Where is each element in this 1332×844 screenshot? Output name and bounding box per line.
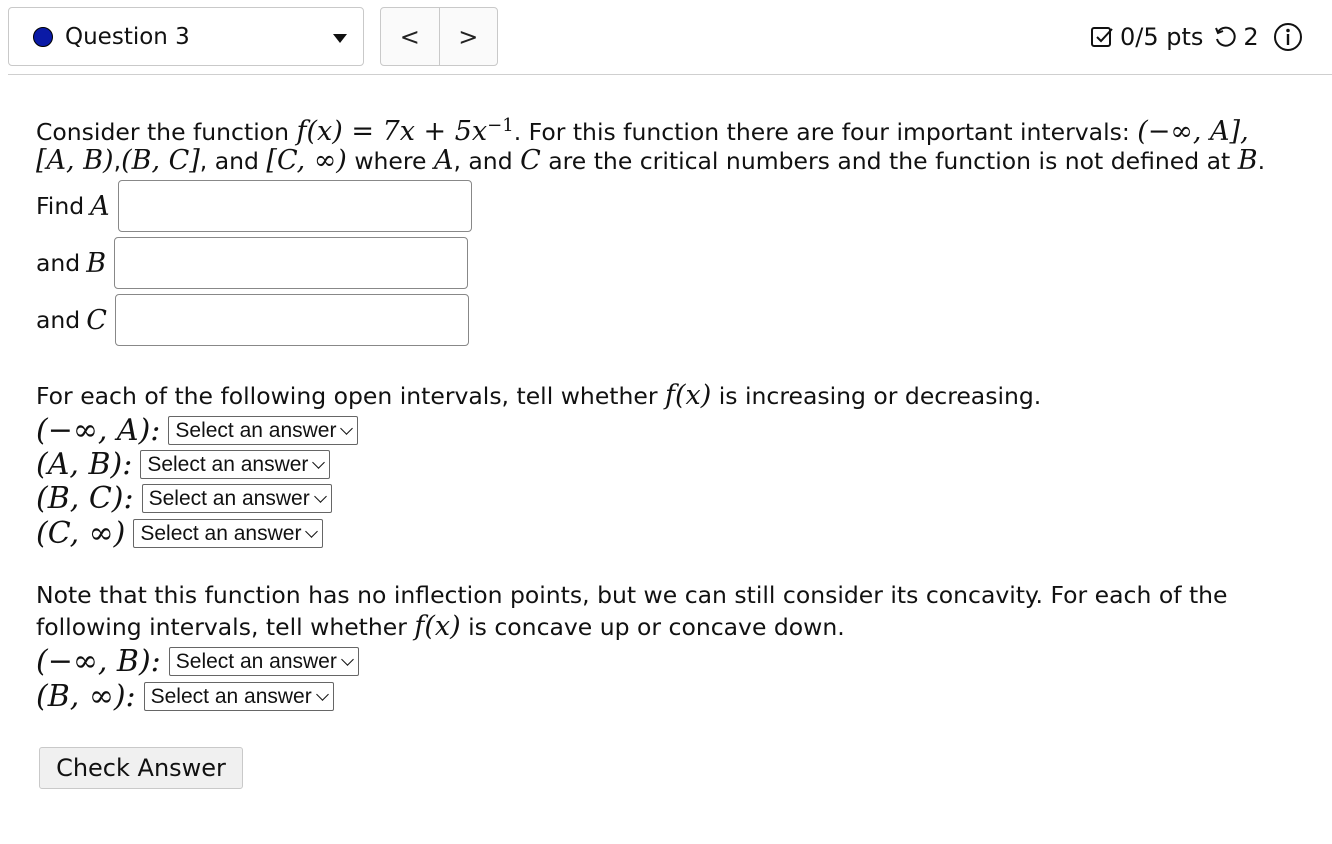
caret-down-icon	[333, 34, 347, 43]
interval-2: [A, B)	[36, 145, 114, 176]
problem-intro-post: . For this function there are four important intervals:	[513, 117, 1138, 146]
concavity-row-2	[36, 679, 334, 714]
and-text-2: , and	[453, 147, 521, 175]
increasing-prompt-post: is increasing or decreasing.	[711, 382, 1042, 410]
increasing-select-3[interactable]	[142, 484, 332, 513]
increasing-interval-2: (A, B):	[36, 447, 133, 482]
increasing-select-1[interactable]	[168, 416, 358, 445]
interval-3: (B, C]	[121, 145, 200, 176]
answer-a-input[interactable]	[118, 180, 472, 232]
select-text: Select an answer	[175, 418, 337, 442]
score-text: 0/5 pts	[1120, 23, 1204, 51]
check-answer-button[interactable]: Check Answer	[39, 747, 243, 789]
concavity-interval-2: (B, ∞):	[36, 679, 136, 714]
chevron-down-icon	[314, 490, 327, 503]
increasing-row-2	[36, 447, 330, 482]
concavity-select-1[interactable]	[169, 647, 359, 676]
concavity-select-2[interactable]	[144, 682, 334, 711]
info-icon[interactable]	[1273, 22, 1303, 52]
field-a	[36, 180, 472, 232]
prev-question-button[interactable]: <	[399, 22, 420, 51]
chevron-down-icon	[316, 688, 329, 701]
increasing-row-4	[36, 516, 323, 551]
chevron-down-icon	[306, 525, 319, 538]
field-b	[36, 237, 468, 289]
next-question-button[interactable]: >	[439, 8, 498, 65]
var-a: A	[433, 145, 454, 176]
increasing-row-3	[36, 481, 332, 516]
and-b-var: B	[86, 247, 107, 279]
and-c-var: C	[86, 304, 107, 336]
answer-c-input[interactable]	[115, 294, 469, 346]
critical-text: are the critical numbers and the function is not defined at	[540, 147, 1238, 175]
increasing-interval-3: (B, C):	[36, 481, 134, 516]
question-label: Question 3	[65, 23, 190, 50]
function-expression: f(x) = 7x + 5x	[296, 115, 488, 147]
question-status-dot	[33, 27, 53, 47]
and-text: , and	[199, 147, 267, 175]
concavity-line-1: Note that this function has no inflection points, but we can still consider its concavity. For each of the	[36, 581, 1228, 609]
answer-b-input[interactable]	[114, 237, 468, 289]
concavity-pre: following intervals, tell whether	[36, 613, 415, 641]
concavity-fx: f(x)	[414, 611, 461, 642]
var-c: C	[520, 145, 541, 176]
and-b-label: and	[36, 249, 81, 277]
chevron-down-icon	[313, 456, 326, 469]
concavity-post: is concave up or concave down.	[460, 613, 845, 641]
attempts-count: 2	[1243, 23, 1259, 51]
select-text: Select an answer	[148, 486, 310, 510]
concavity-row-1	[36, 644, 359, 679]
increasing-select-2[interactable]	[140, 450, 330, 479]
where-text: where	[346, 147, 434, 175]
function-exponent: −1	[487, 115, 514, 136]
problem-intro: Consider the function	[36, 117, 297, 146]
concavity-line-2	[36, 609, 845, 645]
increasing-select-4[interactable]	[133, 519, 323, 548]
score-area	[1090, 22, 1303, 52]
interval-4: [C, ∞)	[266, 145, 347, 176]
select-text: Select an answer	[147, 452, 309, 476]
problem-line-2	[36, 143, 1265, 179]
select-text: Select an answer	[175, 649, 337, 673]
increasing-row-1	[36, 413, 358, 448]
increasing-interval-1: (−∞, A):	[36, 413, 161, 448]
and-c-label: and	[36, 306, 81, 334]
var-b: B	[1237, 145, 1258, 176]
select-text: Select an answer	[140, 521, 302, 545]
increasing-interval-4: (C, ∞)	[36, 516, 126, 551]
field-c	[36, 294, 469, 346]
header-divider	[8, 74, 1332, 75]
retry-icon	[1213, 25, 1237, 49]
question-select[interactable]	[8, 7, 364, 66]
period: .	[1257, 147, 1266, 175]
interval-1: (−∞, A],	[1137, 115, 1249, 147]
find-a-label: Find	[36, 192, 85, 220]
select-text: Select an answer	[150, 684, 312, 708]
increasing-fx: f(x)	[664, 380, 712, 411]
increasing-prompt	[36, 378, 1041, 414]
chevron-down-icon	[341, 422, 354, 435]
question-nav	[380, 7, 498, 66]
find-a-var: A	[90, 190, 110, 222]
increasing-prompt-pre: For each of the following open intervals, tell whether	[36, 382, 665, 410]
chevron-down-icon	[341, 653, 354, 666]
checkbox-icon	[1090, 25, 1114, 49]
separator: ,	[113, 147, 122, 175]
concavity-interval-1: (−∞, B):	[36, 644, 161, 679]
